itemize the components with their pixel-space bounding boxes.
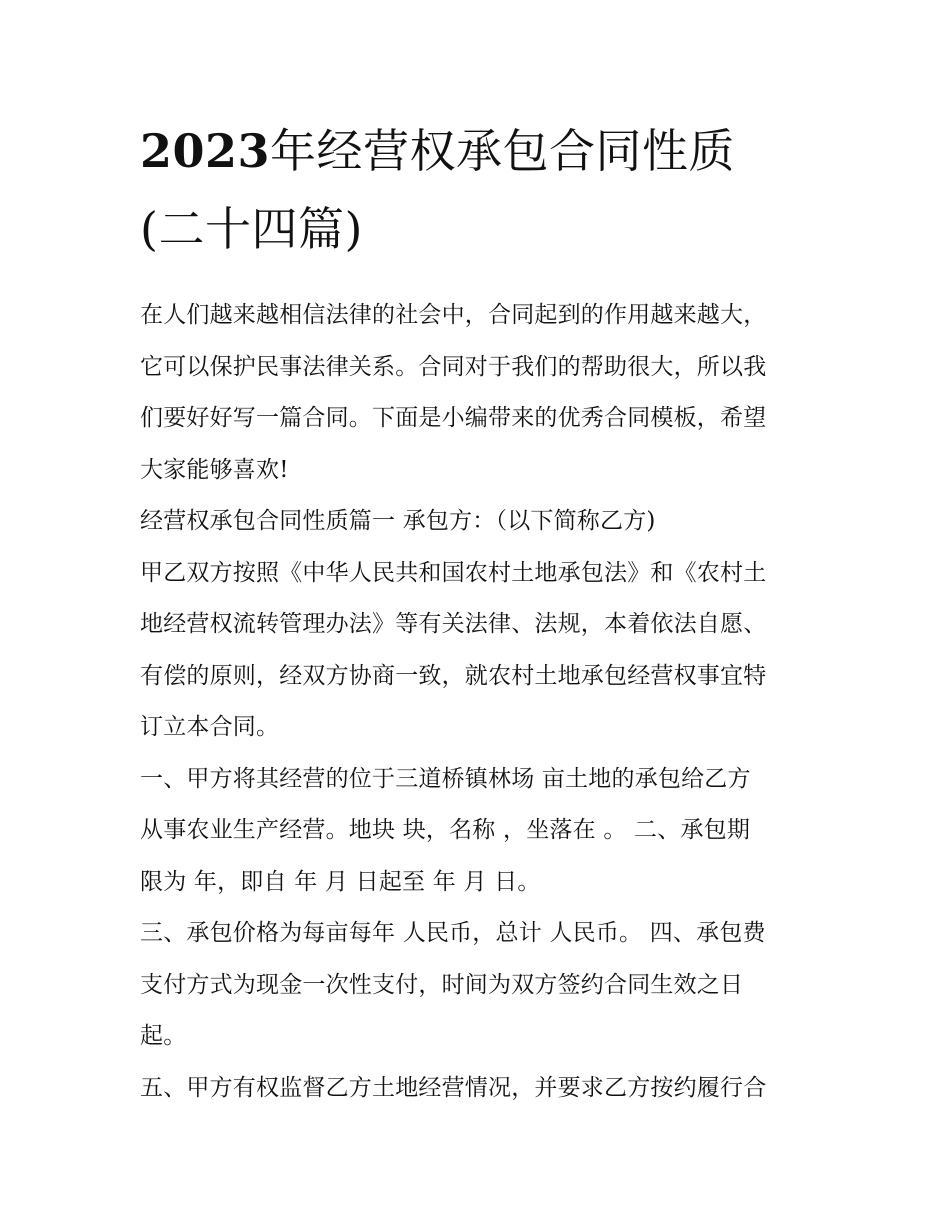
title-year: 2023 [140,124,271,178]
document-title [140,112,820,268]
title-line-2: (二十四篇) [140,202,363,256]
clause-line: 三、承包价格为每亩每年 人民币，总计 人民币。 四、承包费 [140,920,766,946]
text-line: 们要好好写一篇合同。下面是小编带来的优秀合同模板，希望 [140,405,767,431]
title-line-1 [140,112,820,190]
clause-line: 起。 [140,1023,187,1049]
clause-line: 限为 年，即自 年 月 日起至 年 月 日。 [140,868,541,895]
clause-line: 五、甲方有权监督乙方土地经营情况，并要求乙方按约履行合 [140,1074,767,1101]
document-page [140,112,820,1114]
text-line: 订立本合同。 [140,714,280,740]
text-line: 有偿的原则，经双方协商一致，就农村土地承包经营权事宜特 [140,662,767,689]
title-text: 年经营权承包合同性质 [270,124,736,178]
text-line: 甲乙双方按照《中华人民共和国农村土地承包法》和《农村土 [140,559,767,586]
document-body [140,290,820,1114]
section-heading-line: 经营权承包合同性质篇一 承包方：（以下简称乙方) [140,508,656,534]
clause-line: 一、甲方将其经营的位于三道桥镇林场 亩土地的承包给乙方 [140,765,751,792]
text-line: 地经营权流转管理办法》等有关法律、法规，本着依法自愿、 [140,611,767,637]
text-line: 在人们越来越相信法律的社会中，合同起到的作用越来越大， [140,302,767,328]
clause-line: 从事农业生产经营。地块 块，名称 ，坐落在 。 二、承包期 [140,817,751,843]
text-line: 大家能够喜欢! [140,456,289,483]
text-line: 它可以保护民事法律关系。合同对于我们的帮助很大，所以我 [140,353,767,380]
clause-line: 支付方式为现金一次性支付，时间为双方签约合同生效之日 [140,971,744,998]
